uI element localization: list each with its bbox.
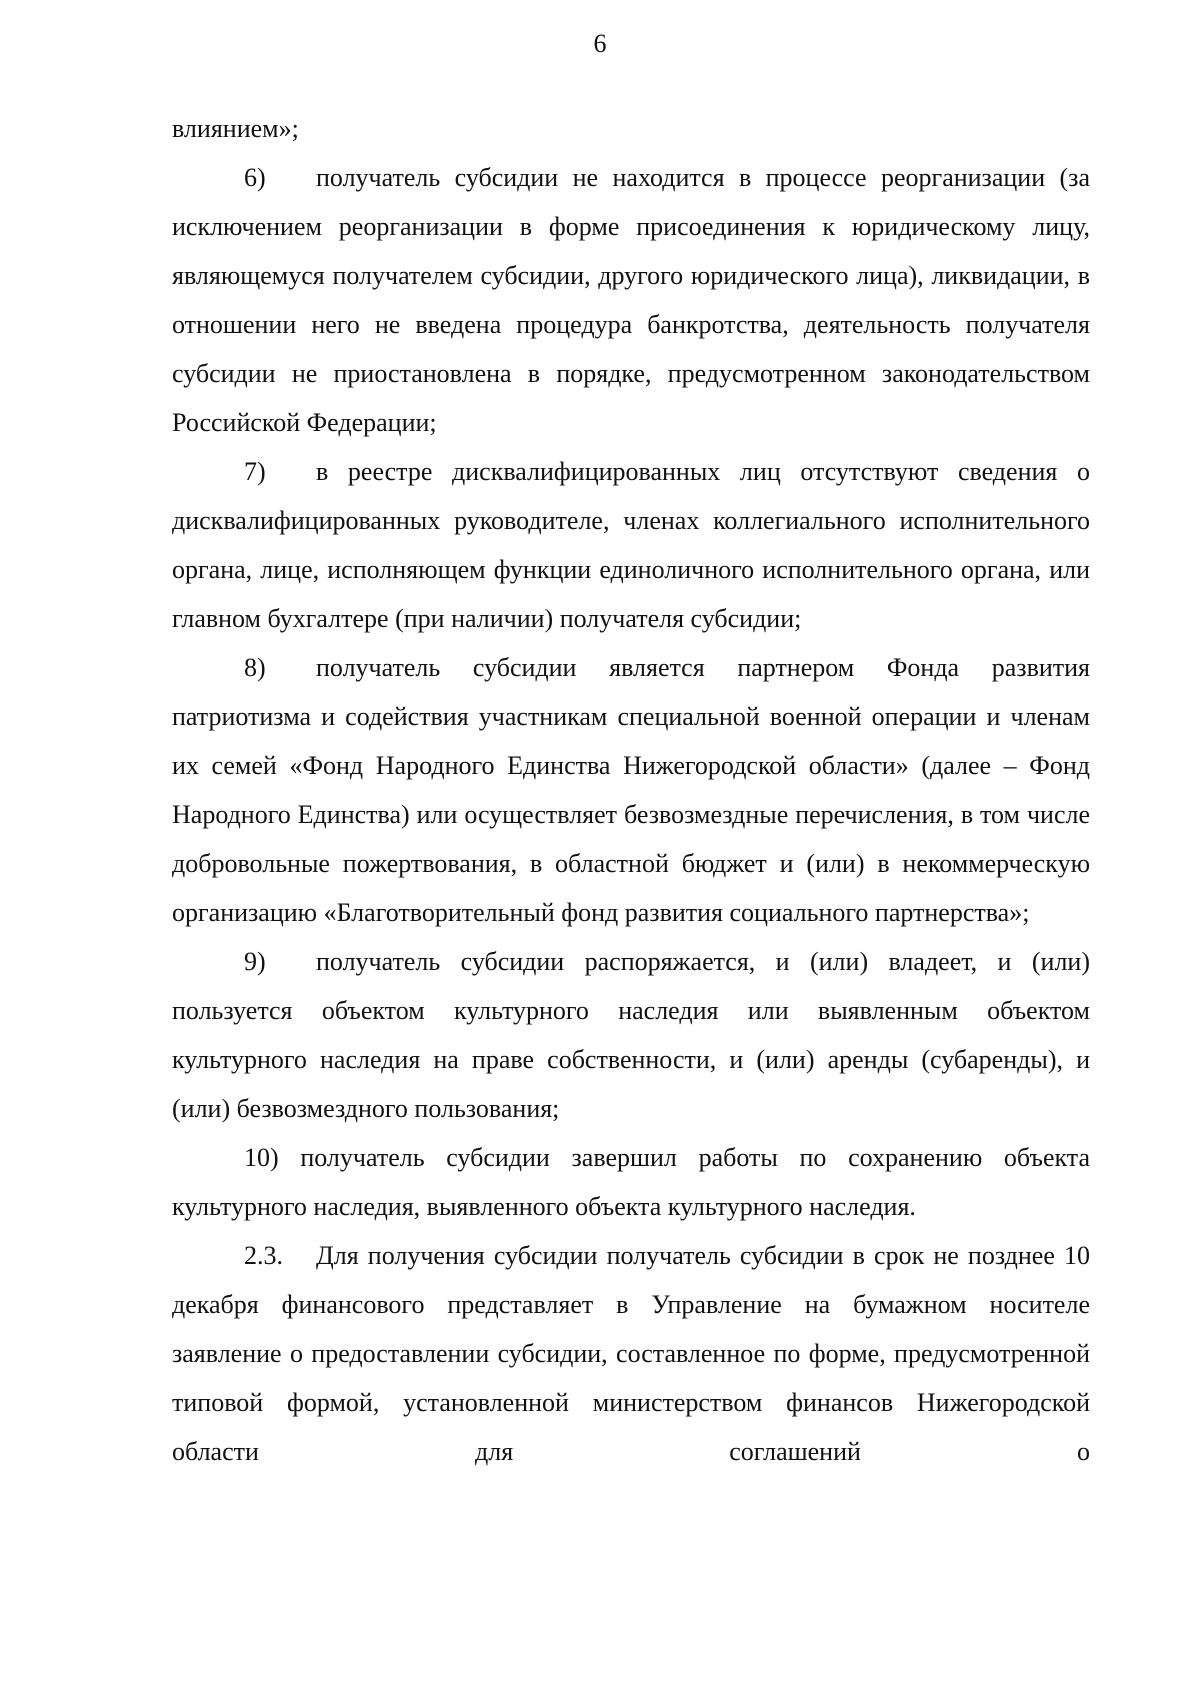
paragraph-text: получатель субсидии не находится в процессе реорганизации (за исключением реорганизации в форме присоединения к юридическому лицу, являющемуся получателем субсидии, другого юридического лица), ликвидации, в отношении него не введена процедура банкротства, деятельность получателя субсидии не приостановлена в порядке, предусмотренном законодательством Российской Федерации; — [172, 163, 1090, 437]
paragraph-item-7 — [172, 447, 1090, 643]
page-number: 6 — [593, 29, 607, 58]
paragraph-text: 10) получатель субсидии завершил работы по сохранению объекта культурного наследия, выявленного объекта культурного наследия. — [172, 1143, 1090, 1221]
paragraph-text: получатель субсидии распоряжается, и (или) владеет, и (или) пользуется объектом культурного наследия или выявленным объектом культурного наследия на праве собственности, и (или) аренды (субаренды), и (или) безвозмездного пользования; — [172, 947, 1090, 1123]
paragraph-item-10 — [172, 1133, 1090, 1231]
paragraph-section-2-3 — [172, 1231, 1090, 1476]
paragraph-text: в реестре дисквалифицированных лиц отсутствуют сведения о дисквалифицированных руководителе, членах коллегиального исполнительного органа, лице, исполняющем функции единоличного исполнительного органа, или главном бухгалтере (при наличии) получателя субсидии; — [172, 457, 1090, 633]
paragraph-number: 6) — [244, 163, 266, 192]
paragraph-item-8 — [172, 643, 1090, 937]
paragraph-text: получатель субсидии является партнером Фонда развития патриотизма и содействия участникам специальной военной операции и членам их семей «Фонд Народного Единства Нижегородской области» (далее – Фонд Народного Единства) или осуществляет безвозмездные перечисления, в том числе добровольные пожертвования, в областной бюджет и (или) в некоммерческую организацию «Благотворительный фонд развития социального партнерства»; — [172, 653, 1090, 927]
paragraph-continuation — [172, 104, 1090, 153]
paragraph-number: 9) — [244, 947, 266, 976]
paragraph-text: влиянием»; — [172, 114, 299, 143]
paragraph-number: 2.3. — [244, 1241, 283, 1270]
paragraph-text: Для получения субсидии получатель субсидии в срок не позднее 10 декабря финансового представляет в Управление на бумажном носителе заявление о предоставлении субсидии, составленное по форме, предусмотренной типовой формой, установленной министерством финансов Нижегородской области для соглашений о — [172, 1241, 1090, 1466]
paragraph-number: 7) — [244, 457, 266, 486]
paragraph-item-9 — [172, 937, 1090, 1133]
paragraph-number: 8) — [244, 653, 266, 682]
document-body — [172, 104, 1090, 1476]
paragraph-item-6 — [172, 153, 1090, 447]
